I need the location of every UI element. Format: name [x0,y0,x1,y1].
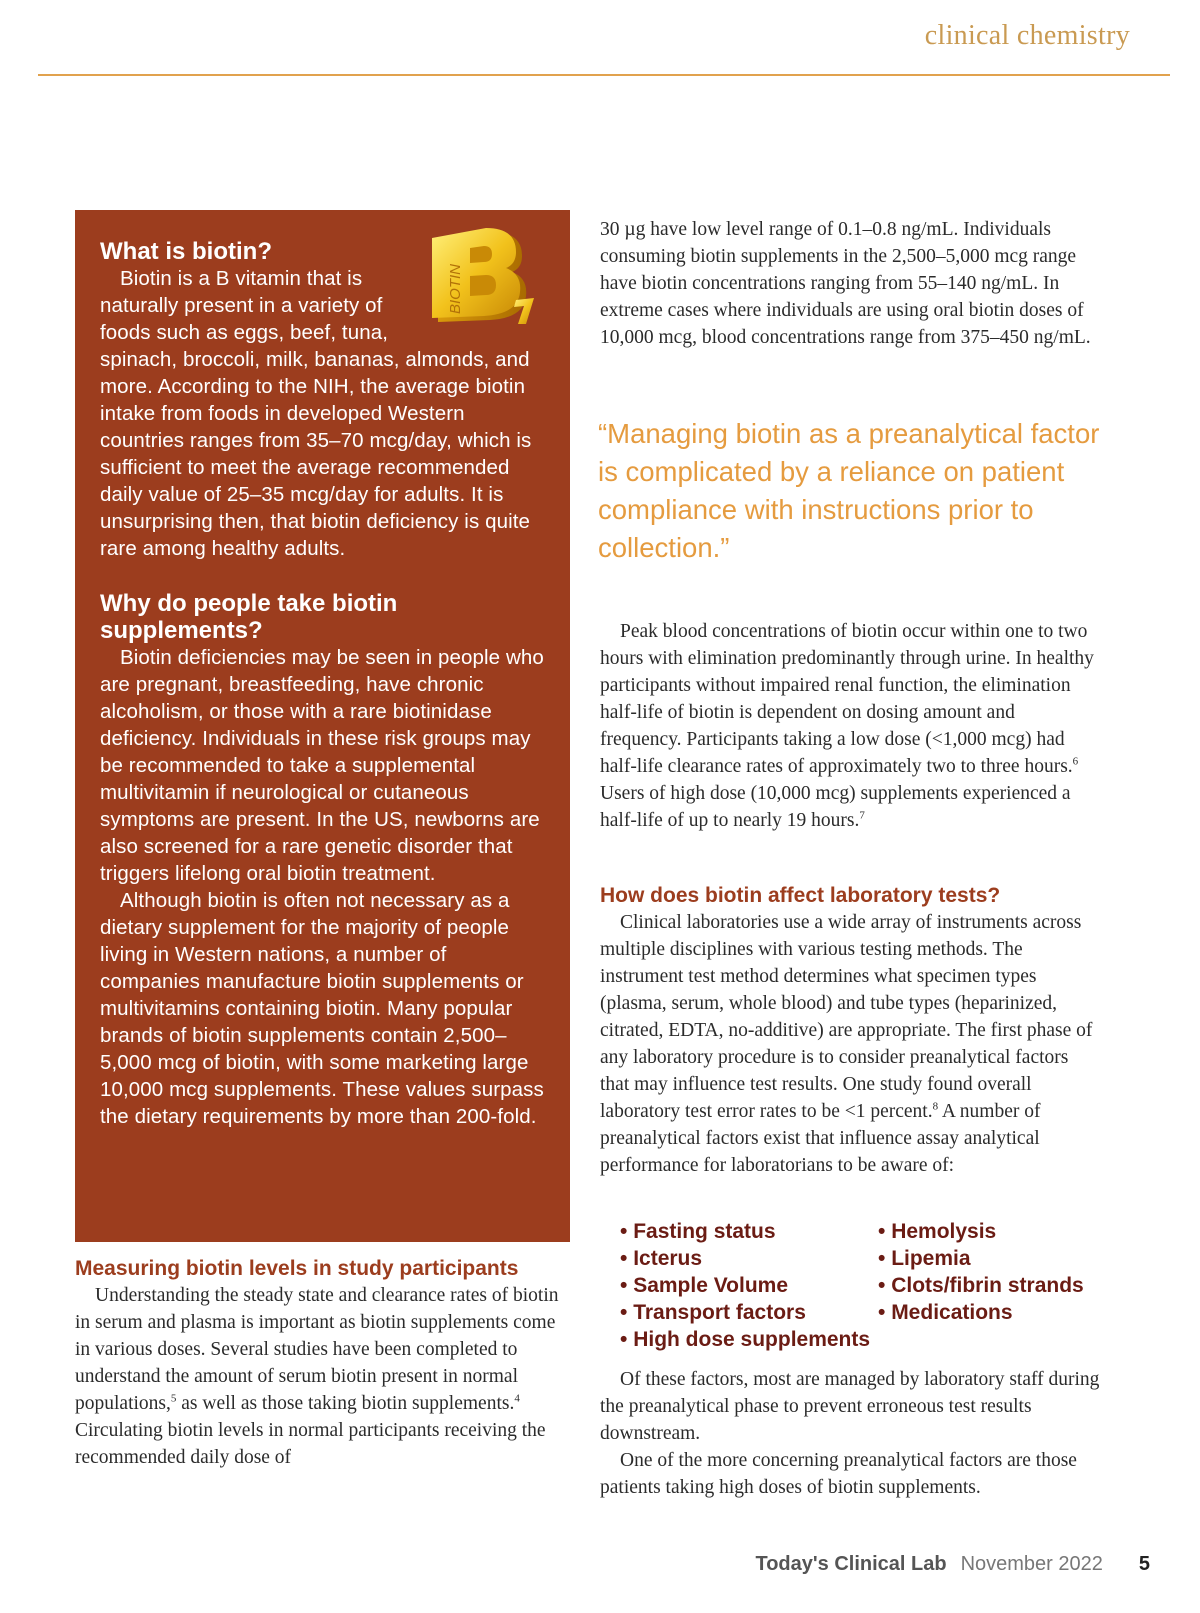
continuation-paragraph: 30 µg have low level range of 0.1–0.8 ng/mL. Individuals consuming biotin supplements in the 2,500–5,000 mcg range have biotin concentrations ranging from 55–140 ng/mL. In extreme cases where individuals are using oral biotin doses of 10,000 mcg, blood concentrations range from 375–450 ng/mL. [600,219,1091,348]
peak-concentration-paragraph: Peak blood concentrations of biotin occur within one to two hours with elimination predominantly through urine. In healthy participants without impaired renal function, the elimination half-life of biotin is dependent on dosing amount and frequency. Participants taking a low dose (<1,000 mcg) had half-life clearance rates of approximately two to three hours.$^6$ Users of high dose (10,000 mcg) supplements experienced a half-life of up to nearly 19 hours.$^7$ [600,621,1094,831]
right-column-middle [600,618,1100,834]
sidebar-paragraph-1: Biotin is a B vitamin that is naturally present in a variety of foods such as eggs, beef, tuna, spinach, broccoli, milk, bananas, almonds, and more. According to the NIH, the average biotin intake from foods in developed Western countries ranges from 35–70 mcg/day, which is sufficient to meet the average recommended daily value of 25–35 mcg/day for adults. It is unsurprising then, that biotin deficiency is quite rare among healthy adults. [100,267,532,560]
page-footer [755,1553,1150,1576]
subhead-measuring-biotin: Measuring biotin levels in study participants [75,1257,519,1280]
list-item: • Lipemia [878,1245,1110,1272]
vitamin-b7-icon [430,222,540,327]
sidebar-paragraph-3: Although biotin is often not necessary as a dietary supplement for the majority of people living in Western nations, a number of companies manufacture biotin supplements or multivitamins containing biotin. Many popular brands of biotin supplements contain 2,500–5,000 mcg of biotin, with some marketing large 10,000 mcg supplements. These values surpass the dietary requirements by more than 200-fold. [100,889,544,1128]
left-column-section [75,1255,571,1471]
preanalytical-factors-list [620,1218,1110,1353]
sidebar-heading-why-supplements: Why do people take biotin supplements? [100,590,398,644]
list-item: • Medications [878,1299,1110,1326]
sidebar-paragraph-2: Biotin deficiencies may be seen in people who are pregnant, breastfeeding, have chronic alcoholism, or those with a rare biotinidase deficiency. Individuals in these risk groups may be recommended to take a supplemental multivitamin if neurological or cutaneous symptoms are present. In the US, newborns are also screened for a rare genetic disorder that triggers lifelong oral biotin treatment. [100,646,544,885]
list-item: • Clots/fibrin strands [878,1272,1110,1299]
measuring-paragraph: Understanding the steady state and clearance rates of biotin in serum and plasma is important as biotin supplements come in various doses. Several studies have been completed to understand the amount of serum biotin present in normal populations,$^5$ as well as those taking biotin supplements.$^4$ Circulating biotin levels in normal participants receiving the recommended daily dose of [75,1285,559,1468]
subhead-lab-tests: How does biotin affect laboratory tests? [600,884,1001,907]
right-column-top [600,216,1100,351]
right-column-end [600,1366,1100,1501]
sidebar-heading-what-is-biotin: What is biotin? [100,238,272,265]
sidebar-box [75,210,570,1242]
issue-date: November 2022 [960,1553,1103,1575]
biotin-word: BIOTIN [447,263,464,314]
header-rule [38,74,1170,76]
list-item: • Hemolysis [878,1218,1110,1245]
list-item: • High dose supplements [620,1326,1110,1353]
concerning-factors-paragraph: One of the more concerning preanalytical factors are those patients taking high doses of biotin supplements. [600,1450,1077,1498]
page-number: 5 [1138,1553,1150,1575]
list-item: • Icterus [620,1245,878,1272]
magazine-name: Today's Clinical Lab [755,1553,947,1575]
section-label: clinical chemistry [924,20,1130,51]
list-item: • Fasting status [620,1218,878,1245]
pull-quote: “Managing biotin as a preanalytical factor is complicated by a reliance on patient compliance with instructions prior to collection.” [598,418,1100,563]
list-item: • Transport factors [620,1299,878,1326]
lab-tests-paragraph: Clinical laboratories use a wide array of instruments across multiple disciplines with various testing methods. The instrument test method determines what specimen types (plasma, serum, whole blood) and tube types (heparinized, citrated, EDTA, no-additive) are appropriate. The first phase of any laboratory procedure is to consider preanalytical factors that may influence test results. One study found overall laboratory test error rates to be <1 percent.$^8$ A number of preanalytical factors exist that influence assay analytical performance for laboratorians to be aware of: [600,912,1093,1176]
right-column-lab-tests [600,882,1100,1179]
factors-managed-paragraph: Of these factors, most are managed by laboratory staff during the preanalytical phase to prevent erroneous test results downstream. [600,1369,1100,1444]
list-item: • Sample Volume [620,1272,878,1299]
